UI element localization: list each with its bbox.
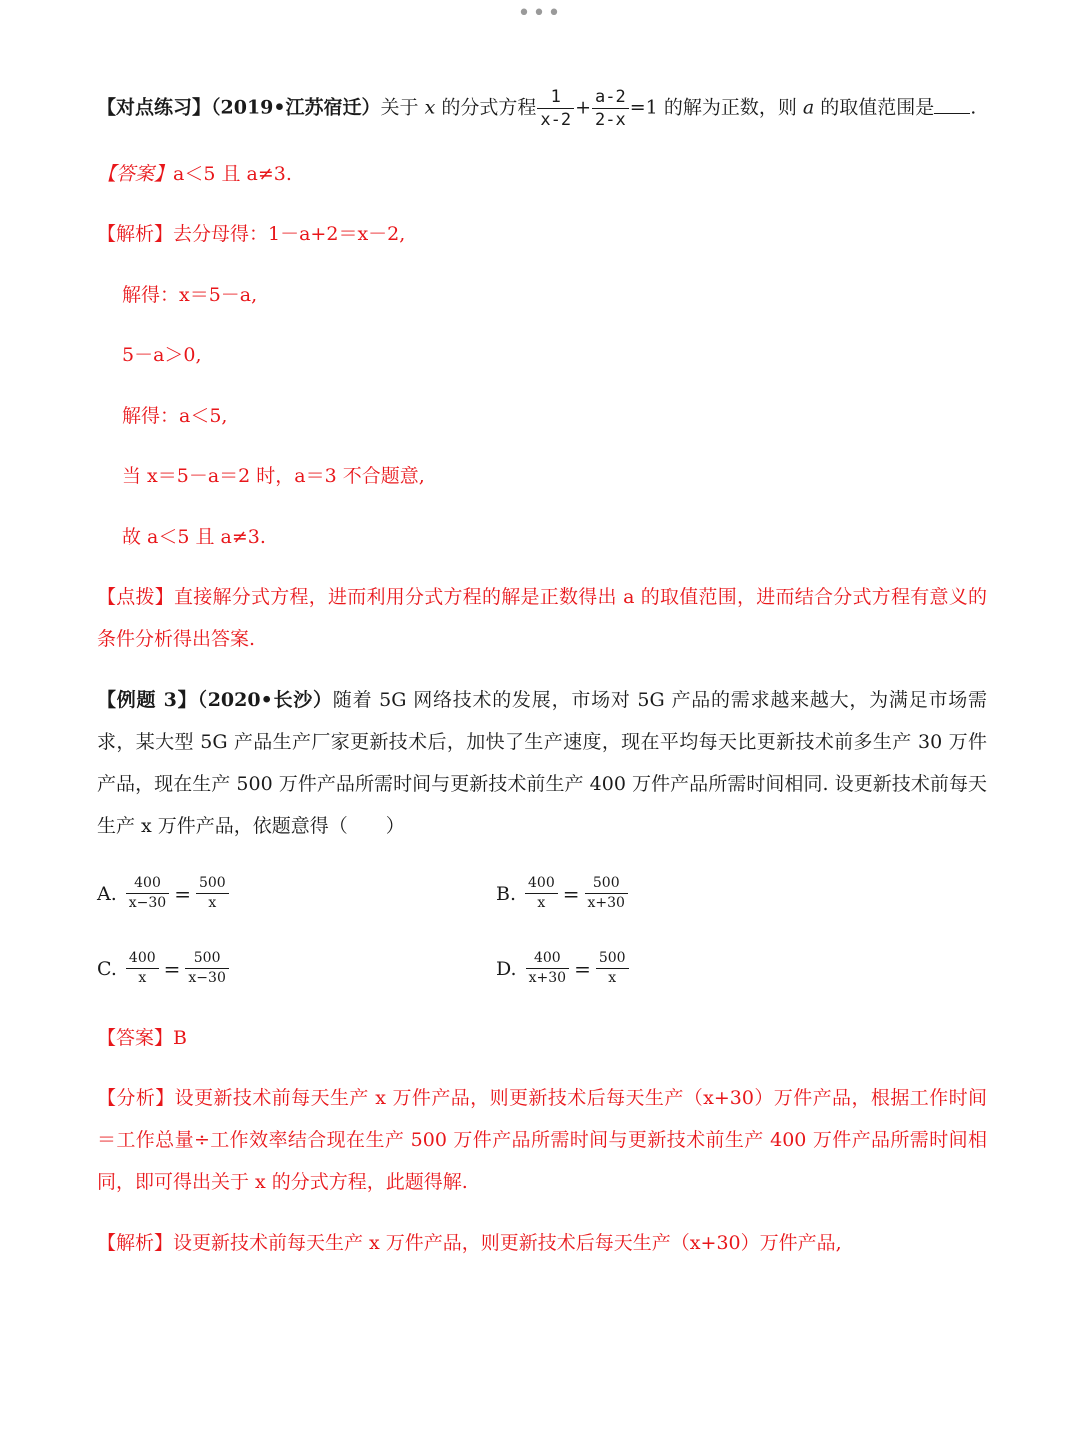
option-c[interactable] (97, 949, 230, 988)
solution-1-label: 【解析】 (97, 223, 174, 245)
plus-sign: + (575, 96, 592, 119)
more-menu-icon[interactable]: ••• (517, 1, 563, 26)
option-d[interactable] (496, 949, 630, 988)
practice-question (97, 86, 976, 131)
fraction-numerator: 400 (526, 949, 569, 969)
practice-source: （2019•江苏宿迁） (211, 96, 381, 119)
solution-1-line-6: 故 a＜5 且 a≠3. (122, 526, 266, 548)
fraction-1-numerator: 1 (537, 86, 574, 109)
fraction-2 (592, 86, 629, 131)
solution-1-line-1 (97, 219, 405, 249)
answer-1-label: 【答案】 (97, 163, 174, 185)
fraction-denominator: x+30 (587, 895, 625, 911)
fraction-denominator: x (138, 970, 147, 986)
practice-text-mid: 的分式方程 (441, 96, 537, 119)
fraction-numerator: 500 (185, 949, 228, 969)
fraction-numerator: 400 (525, 874, 558, 894)
var-a: a (802, 96, 815, 119)
option-c-label: C. (97, 957, 117, 980)
option-a[interactable] (97, 874, 230, 913)
practice-text-pre: 关于 (380, 96, 419, 119)
option-b-left-fraction (525, 874, 558, 913)
answer-2 (97, 1023, 187, 1053)
solution-1-line-4: 解得：a＜5, (122, 405, 228, 427)
option-c-left-fraction (126, 949, 159, 988)
option-b[interactable] (496, 874, 629, 913)
fraction-denominator: x−30 (128, 895, 167, 911)
analysis-2-text: 设更新技术前每天生产 x 万件产品，则更新技术后每天生产（x+30）万件产品，根据工作时间＝工作总量÷工作效率结合现在生产 500 万件产品所需时间与更新技术前生产 400 万件产品所需时间相同，即可得出关于 x 的分式方程，此题得解. (97, 1087, 987, 1193)
fraction-numerator: 500 (196, 874, 229, 894)
answer-1-text: a＜5 且 a≠3. (173, 163, 292, 185)
fraction-1 (537, 86, 574, 131)
option-d-left-fraction (526, 949, 569, 988)
fraction-2-numerator: a-2 (592, 86, 629, 109)
equals-sign: = (574, 956, 591, 981)
fraction-numerator: 500 (585, 874, 628, 894)
var-x: x (424, 96, 436, 119)
practice-label: 【对点练习】 (97, 96, 212, 119)
fraction-2-denominator: 2-x (595, 110, 626, 130)
option-a-label: A. (97, 882, 117, 905)
fraction-denominator: x+30 (528, 970, 567, 986)
hint-1 (97, 576, 987, 660)
solution-1-text-1: 去分母得：1－a+2＝x－2, (173, 223, 406, 245)
fraction-numerator: 500 (596, 949, 629, 969)
solution-1-line-3: 5－a＞0, (122, 344, 202, 366)
option-b-label: B. (496, 882, 517, 905)
example-3-text: 随着 5G 网络技术的发展，市场对 5G 产品的需求越来越大，为满足市场需求，某大型 5G 产品生产厂家更新技术后，加快了生产速度，现在平均每天比更新技术前多生产 30 万件产品，现在生产 500 万件产品所需时间与更新技术前生产 400 万件产品所需时间相同. 设更新技术前每天生产 x 万件产品，依题意得（ ） (97, 689, 987, 837)
option-d-label: D. (496, 957, 517, 980)
equation-tail: =1 (629, 96, 658, 119)
practice-text-post: 的解为正数，则 (663, 96, 797, 119)
answer-2-text: B (173, 1027, 187, 1049)
practice-text-end: 的取值范围是 (820, 96, 935, 119)
hint-1-text: 直接解分式方程，进而利用分式方程的解是正数得出 a 的取值范围，进而结合分式方程有意义的条件分析得出答案. (97, 586, 987, 650)
fraction-1-denominator: x-2 (540, 110, 572, 130)
hint-1-label: 【点拨】 (97, 586, 175, 608)
option-d-right-fraction (596, 949, 629, 988)
answer-blank (934, 95, 970, 114)
option-c-right-fraction (185, 949, 228, 988)
solution-2 (97, 1222, 987, 1264)
example-3-source: （2020•长沙） (197, 689, 333, 711)
example-3-label: 【例题 3】 (97, 689, 198, 711)
fraction-denominator: x (537, 895, 546, 911)
practice-period: . (970, 96, 977, 119)
fraction-denominator: x (208, 895, 217, 911)
solution-1-line-5: 当 x＝5－a＝2 时，a＝3 不合题意, (122, 465, 425, 487)
analysis-2-label: 【分析】 (97, 1087, 175, 1109)
option-a-right-fraction (196, 874, 229, 913)
equals-sign: = (174, 881, 191, 906)
solution-2-label: 【解析】 (97, 1232, 174, 1254)
option-b-right-fraction (585, 874, 628, 913)
fraction-numerator: 400 (126, 874, 169, 894)
answer-1 (97, 159, 292, 189)
fraction-denominator: x (608, 970, 617, 986)
solution-1-line-2: 解得：x＝5－a, (122, 284, 258, 306)
equals-sign: = (562, 881, 580, 906)
analysis-2 (97, 1077, 987, 1203)
solution-2-text: 设更新技术前每天生产 x 万件产品，则更新技术后每天生产（x+30）万件产品, (173, 1232, 842, 1254)
equals-sign: = (163, 956, 181, 981)
fraction-denominator: x−30 (188, 970, 226, 986)
fraction-numerator: 400 (126, 949, 159, 969)
option-a-left-fraction (126, 874, 169, 913)
answer-2-label: 【答案】 (97, 1027, 174, 1049)
example-3 (97, 679, 987, 847)
